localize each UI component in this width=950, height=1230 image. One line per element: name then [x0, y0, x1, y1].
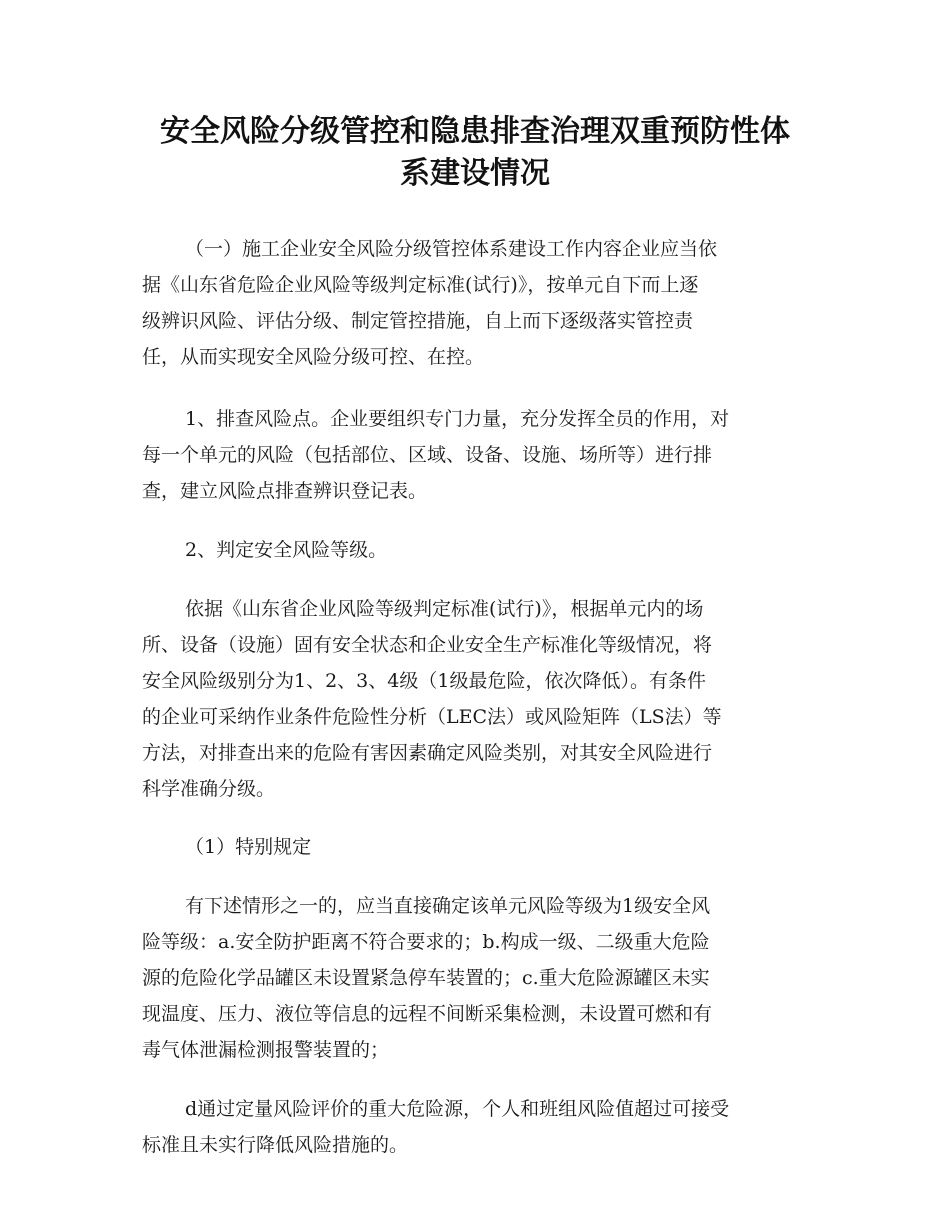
paragraph-6-line-3: 源的危险化学品罐区未设置紧急停车装置的；c.重大危险源罐区未实	[142, 967, 710, 989]
paragraph-4-line-2: 所、设备（设施）固有安全状态和企业安全生产标准化等级情况，将	[142, 634, 713, 656]
paragraph-1-line-3: 级辨识风险、评估分级、制定管控措施，自上而下逐级落实管控责	[142, 310, 694, 332]
document-title-line-2: 系建设情况	[400, 156, 550, 191]
paragraph-1-line-1: （一）施工企业安全风险分级管控体系建设工作内容企业应当依	[185, 238, 718, 260]
paragraph-2-line-3: 查，建立风险点排查辨识登记表。	[142, 480, 428, 502]
paragraph-7-line-1: d通过定量风险评价的重大危险源，个人和班组风险值超过可接受	[185, 1098, 730, 1120]
paragraph-5-line-1: （1）特别规定	[185, 836, 312, 858]
paragraph-4-line-1: 依据《山东省企业风险等级判定标准(试行)》，根据单元内的场	[185, 598, 704, 620]
paragraph-6-line-5: 毒气体泄漏检测报警装置的；	[142, 1039, 390, 1061]
paragraph-4-line-5: 方法，对排查出来的危险有害因素确定风险类别，对其安全风险进行	[142, 742, 713, 764]
paragraph-6-line-2: 险等级：a.安全防护距离不符合要求的；b.构成一级、二级重大危险	[142, 931, 710, 953]
paragraph-2-line-1: 1、排查风险点。企业要组织专门力量，充分发挥全员的作用，对	[185, 408, 730, 430]
paragraph-2-line-2: 每一个单元的风险（包括部位、区域、设备、设施、场所等）进行排	[142, 444, 713, 466]
paragraph-3-line-1: 2、判定安全风险等级。	[185, 539, 388, 561]
paragraph-4-line-3: 安全风险级别分为1、2、3、4级（1级最危险，依次降低）。有条件	[142, 670, 706, 692]
paragraph-6-line-4: 现温度、压力、液位等信息的远程不间断采集检测，未设置可燃和有	[142, 1003, 713, 1025]
paragraph-4-line-6: 科学准确分级。	[142, 778, 276, 800]
document-title-line-1: 安全风险分级管控和隐患排查治理双重预防性体	[160, 114, 790, 149]
paragraph-1-line-4: 任，从而实现安全风险分级可控、在控。	[142, 346, 485, 368]
paragraph-4-line-4: 的企业可采纳作业条件危险性分析（LEC法）或风险矩阵（LS法）等	[142, 706, 722, 728]
paragraph-1-line-2: 据《山东省危险企业风险等级判定标准(试行)》，按单元自下而上逐	[142, 274, 699, 296]
paragraph-6-line-1: 有下述情形之一的，应当直接确定该单元风险等级为1级安全风	[185, 895, 711, 917]
paragraph-7-line-2: 标准且未实行降低风险措施的。	[142, 1134, 409, 1156]
